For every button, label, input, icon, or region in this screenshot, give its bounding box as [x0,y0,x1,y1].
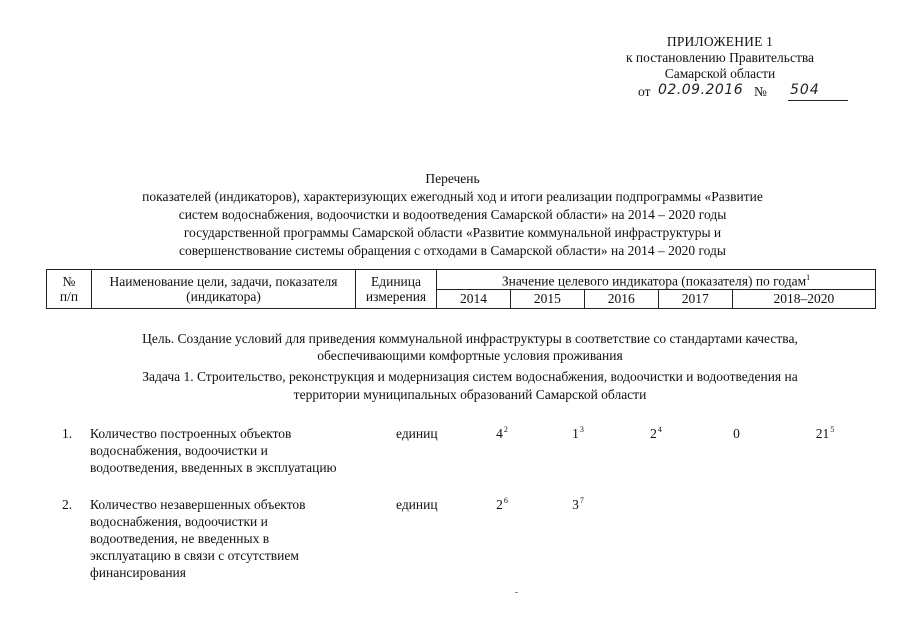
appendix-title: ПРИЛОЖЕНИЕ 1 [666,34,774,49]
year-header: 2014 [437,289,511,308]
heading-line-5: совершенствование системы обращения с отходами в Самарской области» на 2014 – 2020 годы [178,243,726,258]
goal-text: Цель. Создание условий для приведения коммунальной инфраструктуры в соответствие со стандартами качества, обеспечивающими комфортные условия проживания [142,331,798,363]
row-name: Количество построенных объектов водоснабжения, водоочистки и водоотведения, введенных в эксплуатацию [90,426,337,475]
heading-line-4: государственной программы Самарской области «Развитие коммунальной инфраструктуры и [183,225,722,240]
col-no-header: № п/п [47,270,92,309]
indicators-table-header [46,269,876,309]
heading-line-3: систем водоснабжения, водоочистки и водоотведения Самарской области» на 2014 – 2020 годы [178,207,727,222]
document-heading [100,170,805,260]
number-underline [788,100,848,101]
task-text: Задача 1. Строительство, реконструкция и модернизация систем водоснабжения, водоочистки и водоотведения на территории муниципальных образований Самарской области [142,369,798,402]
year-header: 2015 [510,289,584,308]
row-number: 2. [62,497,73,512]
col-values-header: Значение целевого индикатора (показателя) по годам$^1$ [437,270,876,290]
row-name: Количество незавершенных объектов водоснабжения, водоочистки и водоотведения, не введенных в эксплуатацию в связи с отсутствием финансирования [90,497,306,580]
handwritten-date: 02.09.2016 [658,82,744,98]
value-2018-2020: $21^5$ [815,425,835,441]
value-2016: $2^4$ [650,425,662,441]
col-name-header: Наименование цели, задачи, показателя (индикатора) [92,270,356,309]
decree-date-number-line [560,83,880,101]
appendix-line-1: к постановлению Правительства [625,50,815,65]
handwritten-number: 504 [790,82,820,98]
appendix-block [560,34,880,101]
value-2014: $4^2$ [496,425,508,441]
col-unit-header: Единица измерения [356,270,437,309]
row-unit: единиц [396,426,438,441]
value-2015: $3^7$ [572,496,584,512]
value-2017: 0 [733,426,740,441]
heading-line-2: показателей (индикаторов), характеризующих ежегодный ход и итоги реализации подпрограммы «Развитие [142,189,763,204]
values-title-footnote: 1 [806,273,811,282]
value-2015: $1^3$ [572,425,584,441]
value-2014: $2^6$ [496,496,508,512]
row-number: 1. [62,426,73,441]
year-header: 2016 [584,289,658,308]
appendix-line-2: Самарской области [664,66,776,81]
scan-speck [515,592,518,593]
heading-line-1: Перечень [425,171,480,186]
row-unit: единиц [396,497,438,512]
year-header: 2018–2020 [732,289,875,308]
from-label: от [638,84,651,99]
number-label: № [754,84,767,99]
year-header: 2017 [658,289,732,308]
